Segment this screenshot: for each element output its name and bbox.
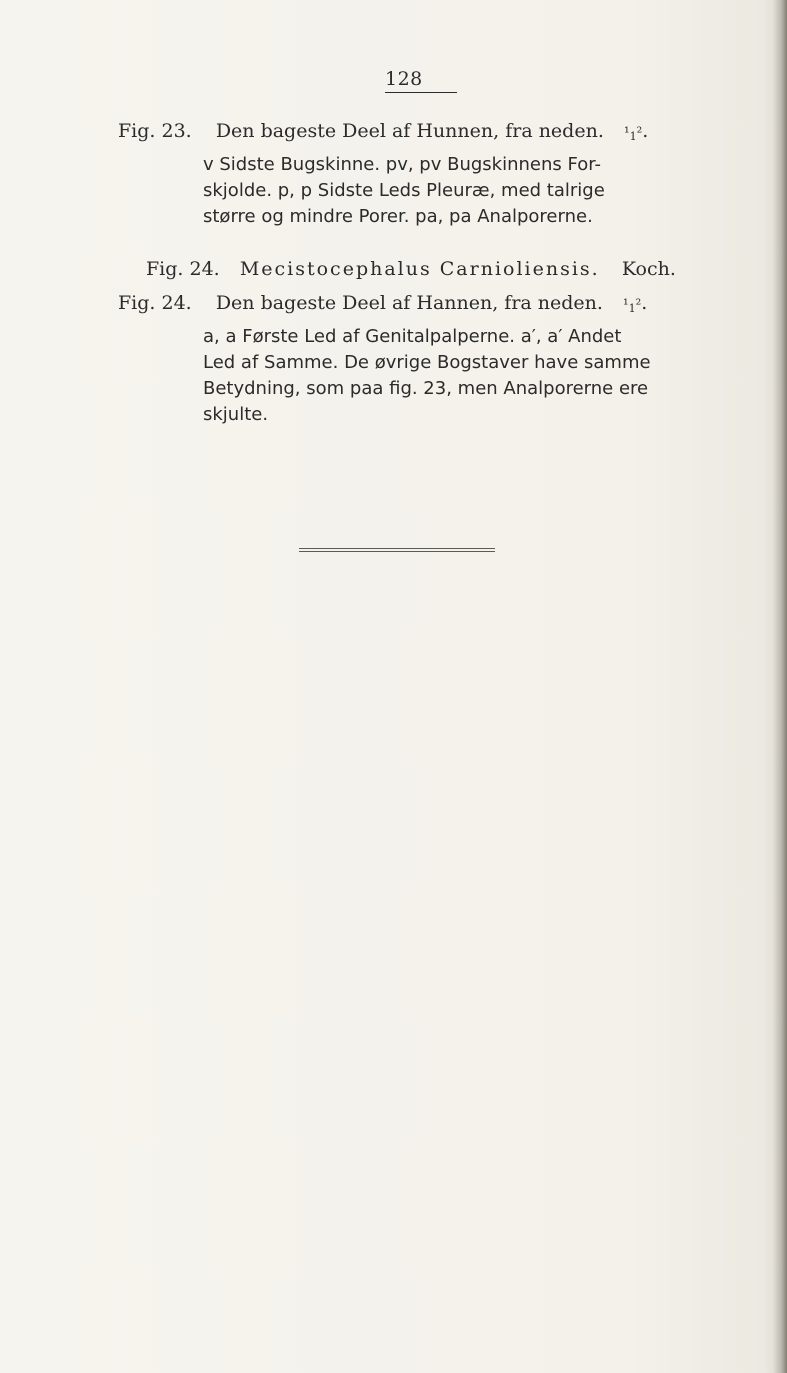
section-rule-bottom [299,551,495,552]
fig24-line-3: Led af Samme. De øvrige Bogstaver have samme [203,352,651,373]
fig24-label: Fig. 24. [118,292,192,314]
species-author: Koch. [621,258,676,280]
fig23-line-3: skjolde. p, p Sidste Leds Pleuræ, med talrige [203,180,605,201]
fig24-line-4: Betydning, som paa fig. 23, men Analporerne ere [203,378,649,399]
fig23-label: Fig. 23. [118,120,192,142]
fig23-caption-text: Den bageste Deel af Hunnen, fra neden. [215,120,604,142]
fig24-line-2: a, a Første Led af Genitalpalperne. a′, a′ Andet [203,326,622,347]
species-fig-label: Fig. 24. [146,258,220,280]
section-rule-top [299,548,495,549]
fig23-scale: $^1_1^2$ [623,125,643,143]
fig23-line-2: v Sidste Bugskinne. pv, pv Bugskinnens For- [203,154,601,175]
fig24-scale: $^1_1^2$ [623,297,642,315]
fig23-line-4: større og mindre Porer. pa, pa Analporerne. [203,206,593,227]
page-edge-shadow [773,0,787,1373]
fig24-first-line: Fig. 24. Den bageste Deel af Hannen, fra neden. $^1_1^2$. [118,292,648,315]
species-heading [146,256,676,282]
fig23-first-line: Fig. 23. Den bageste Deel af Hunnen, fra neden. $^1_1^2$. [118,120,649,143]
species-name: Mecistocephalus Carnioliensis. [239,258,600,280]
page-number: 128 [385,68,457,93]
fig24-line-5: skjulte. [203,404,269,425]
fig24-caption-text: Den bageste Deel af Hannen, fra neden. [215,292,603,314]
